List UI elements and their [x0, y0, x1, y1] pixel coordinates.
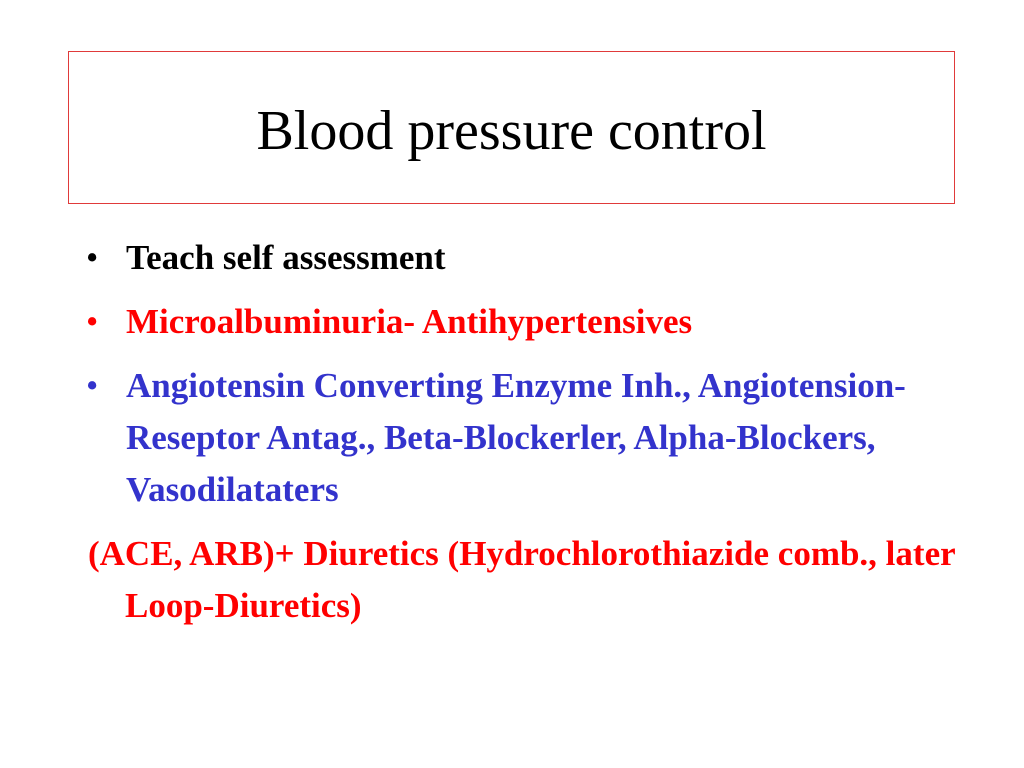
bullet-marker: • [86, 366, 99, 405]
bullet-item-self-assessment [86, 232, 986, 284]
slide-title: Blood pressure control [256, 99, 767, 162]
bullet-item-microalbuminuria [86, 296, 986, 348]
bullet-item-drug-classes [86, 360, 986, 516]
diuretics-paragraph: (ACE, ARB)+ Diuretics (Hydrochlorothiazide comb., later Loop-Diuretics) [88, 534, 956, 625]
bullet-text: Angiotensin Converting Enzyme Inh., Angiotension-Reseptor Antag., Beta-Blockerler, Alpha-Blockers, Vasodilataters [126, 366, 906, 509]
slide-title-box [68, 51, 955, 204]
bullet-marker: • [86, 238, 99, 277]
slide-content [86, 232, 986, 632]
bullet-text: Teach self assessment [126, 238, 446, 277]
bullet-marker: • [86, 302, 99, 341]
bullet-text: Microalbuminuria- Antihypertensives [126, 302, 693, 341]
